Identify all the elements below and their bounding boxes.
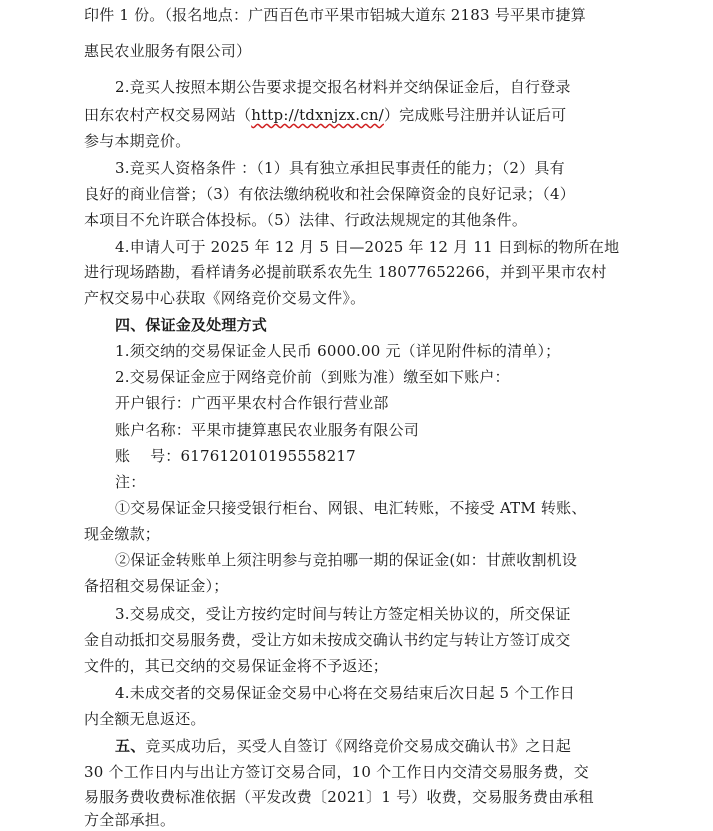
text-line: 金自动抵扣交易服务费，受让方如未按成交确认书约定与转让方签订成交 [84, 631, 571, 649]
text-line: 3.交易成交，受让方按约定时间与转让方签定相关协议的，所交保证 [115, 605, 571, 623]
section-heading: 五、 [115, 737, 146, 755]
account-name: 账户名称：平果市捷算惠民农业服务有限公司 [115, 421, 420, 439]
text-line: 4.未成交者的交易保证金交易中心将在交易结束后次日起 5 个工作日 [115, 684, 575, 702]
text-line: 良好的商业信誉；（3）有依法缴纳税收和社会保障资金的良好记录；（4） [84, 185, 575, 203]
text-line: 2.竞买人按照本期公告要求提交报名材料并交纳保证金后，自行登录 [115, 78, 571, 96]
text-line: 产权交易中心获取《网络竞价交易文件》。 [84, 289, 366, 307]
text-line [84, 104, 566, 126]
text-line: 1.须交纳的交易保证金人民币 6000.00 元（详见附件标的清单）； [115, 342, 561, 360]
text-line: 参与本期竞价。 [84, 132, 191, 150]
text-line: 4.申请人可于 2025 年 12 月 5 日—2025 年 12 月 11 日到标的物所在地 [115, 238, 620, 256]
website-link[interactable]: http://tdxnjzx.cn/ [251, 106, 384, 124]
text-segment: ）完成账号注册并认证后可 [383, 106, 567, 124]
text-line: 现金缴款； [84, 525, 161, 543]
text-line: 易服务费收费标准依据（平发改费〔2021〕1 号）收费，交易服务费由承租 [84, 788, 594, 806]
text-line: 30 个工作日内与出让方签订交易合同，10 个工作日内交清交易服务费，交 [84, 763, 589, 781]
text-line: 印件 1 份。（报名地点：广西百色市平果市铝城大道东 2183 号平果市捷算 [84, 6, 586, 24]
text-line: ②保证金转账单上须注明参与竞拍哪一期的保证金(如：甘蔗收割机设 [115, 551, 578, 569]
text-line [115, 735, 571, 757]
section-heading: 四、保证金及处理方式 [115, 316, 268, 334]
text-segment: 田东农村产权交易网站（ [84, 106, 252, 124]
text-line: 本项目不允许联合体投标。（5）法律、行政法规规定的其他条件。 [84, 211, 528, 229]
text-line: 备招租交易保证金）； [84, 577, 229, 595]
account-number: 账 号：617612010195558217 [115, 447, 356, 465]
note-label: 注： [115, 473, 146, 491]
text-line: 2.交易保证金应于网络竞价前（到账为准）缴至如下账户： [115, 368, 510, 386]
text-line: 内全额无息返还。 [84, 710, 206, 728]
text-line: 方全部承担。 [84, 811, 176, 829]
text-segment: 竞买成功后，买受人自签订《网络竞价交易成交确认书》之日起 [145, 737, 572, 755]
text-line: 惠民农业服务有限公司） [84, 42, 252, 60]
text-line: 文件的，其已交纳的交易保证金将不予返还； [84, 657, 389, 675]
bank-name: 开户银行：广西平果农村合作银行营业部 [115, 394, 389, 412]
text-line: 进行现场踏勘，看样请务必提前联系农先生 18077652266，并到平果市农村 [84, 263, 607, 281]
text-line: 3.竞买人资格条件 ：（1）具有独立承担民事责任的能力；（2）具有 [115, 159, 565, 177]
text-line: ①交易保证金只接受银行柜台、网银、电汇转账，不接受 ATM 转账、 [115, 499, 587, 517]
